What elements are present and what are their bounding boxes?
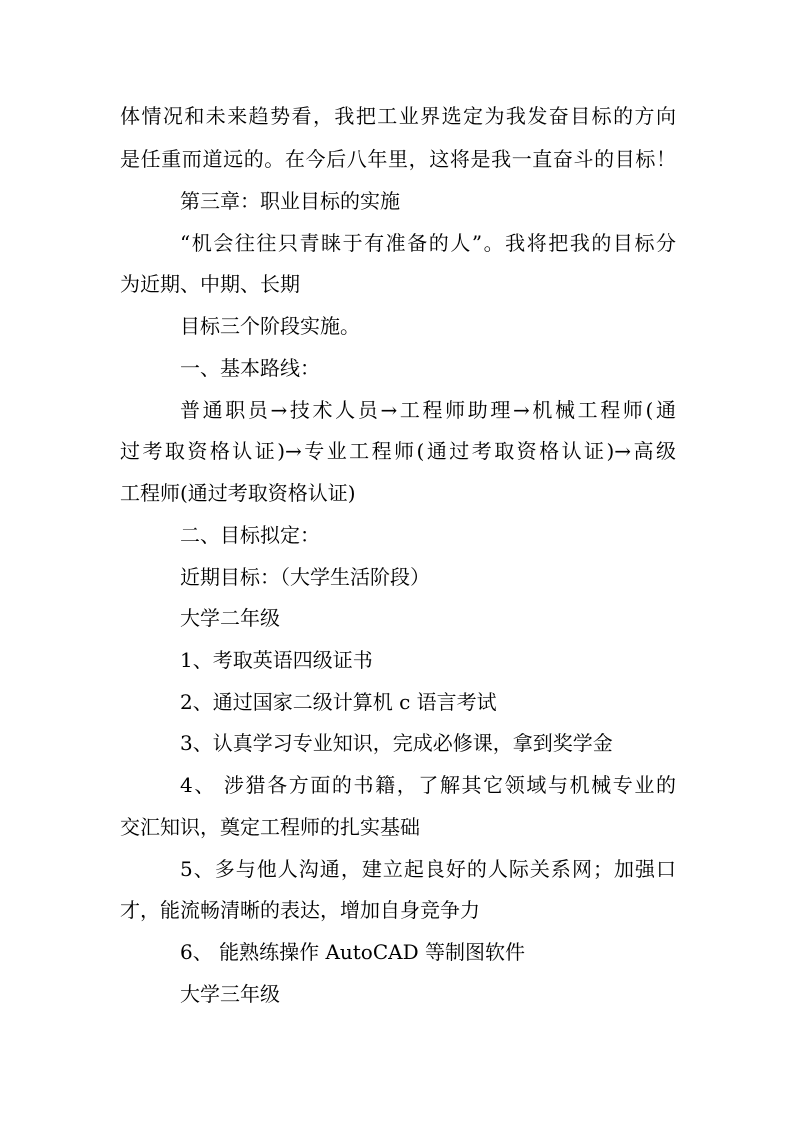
paragraph-line: 普通职员→技术人员→工程师助理→机械工程师(通 (180, 398, 676, 422)
paragraph-line: “机会往往只青睐于有准备的人”。我将把我的目标分 (180, 231, 676, 255)
list-item: 1、考取英语四级证书 (180, 648, 373, 672)
paragraph-line: 目标三个阶段实施。 (180, 314, 360, 338)
paragraph-line: 过考取资格认证)→专业工程师(通过考取资格认证)→高级 (120, 439, 676, 463)
paragraph-line: 近期目标：（大学生活阶段） (180, 565, 430, 589)
list-item-continuation: 才，能流畅清晰的表达，增加自身竞争力 (120, 898, 480, 922)
list-item: 5、多与他人沟通，建立起良好的人际关系网；加强口 (180, 857, 676, 881)
section-heading: 一、基本路线： (180, 356, 320, 380)
chapter-heading: 第三章：职业目标的实施 (180, 189, 400, 213)
paragraph-line: 大学二年级 (180, 606, 280, 630)
paragraph-line: 大学三年级 (180, 982, 280, 1006)
list-item: 2、通过国家二级计算机 c 语言考试 (180, 690, 497, 714)
paragraph-line: 为近期、中期、长期 (120, 272, 300, 296)
list-item: 4、 涉猎各方面的书籍，了解其它领域与机械专业的 (180, 773, 676, 797)
list-item: 6、 能熟练操作 AutoCAD 等制图软件 (180, 940, 525, 964)
paragraph-line: 体情况和未来趋势看，我把工业界选定为我发奋目标的方向 (120, 104, 676, 128)
list-item: 3、认真学习专业知识，完成必修课，拿到奖学金 (180, 731, 613, 755)
paragraph-line: 工程师(通过考取资格认证) (120, 481, 356, 505)
paragraph-line: 是任重而道远的。在今后八年里，这将是我一直奋斗的目标！ (120, 147, 676, 171)
section-heading: 二、目标拟定： (180, 523, 320, 547)
list-item-continuation: 交汇知识，奠定工程师的扎实基础 (120, 815, 420, 839)
